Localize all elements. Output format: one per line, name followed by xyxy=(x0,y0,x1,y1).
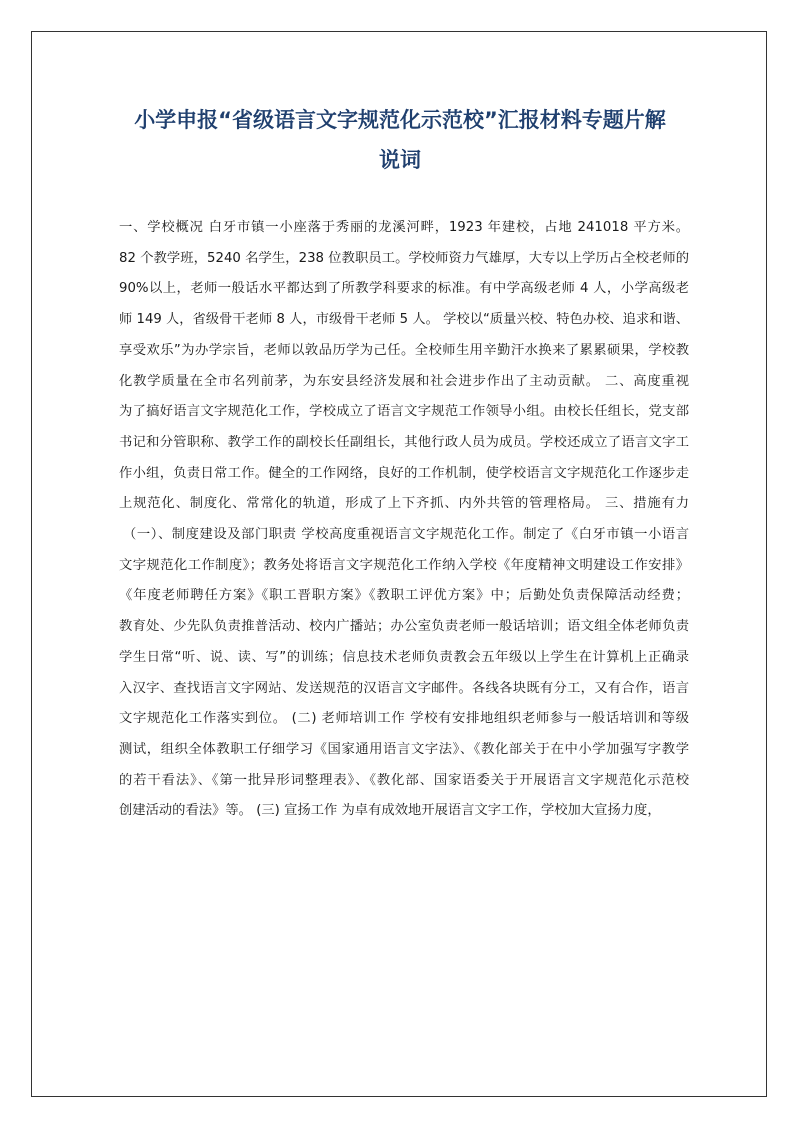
body-line: 的若干看法》、《第一批异形词整理表》、《教化部、国家语委关于开展语言文字规范化示范校 xyxy=(119,772,689,788)
body-line: 作小组，负责日常工作。健全的工作网络，良好的工作机制，使学校语言文字规范化工作逐步走 xyxy=(119,465,689,481)
body-line: 学生日常“听、说、读、写”的训练；信息技术老师负责教会五年级以上学生在计算机上正确录 xyxy=(119,649,689,665)
body-line: 入汉字、查找语言文字网站、发送规范的汉语言文字邮件。各线各块既有分工，又有合作，语言 xyxy=(119,680,689,696)
body-line: 文字规范化工作制度》；教务处将语言文字规范化工作纳入学校《年度精神文明建设工作安排》 xyxy=(119,557,689,573)
body-line: 教育处、少先队负责推普活动、校内广播站；办公室负责老师一般话培训；语文组全体老师负责 xyxy=(119,619,689,635)
body-line: （一）、制度建设及部门职责 学校高度重视语言文字规范化工作。制定了《白牙市镇一小语言 xyxy=(123,527,689,543)
body-line: 测试，组织全体教职工仔细学习《国家通用语言文字法》、《教化部关于在中小学加强写字教学 xyxy=(119,741,689,757)
title-line: 说词 xyxy=(379,148,421,172)
body-line: 82 个教学班，5240 名学生，238 位教职员工。学校师资力气雄厚，大专以上学历占全校老师的 xyxy=(119,250,689,266)
body-line: 师 149 人，省级骨干老师 8 人，市级骨干老师 5 人。 学校以“质量兴校、特色办校、追求和谐、 xyxy=(119,312,689,328)
body-line: 一、学校概况 白牙市镇一小座落于秀丽的龙溪河畔，1923 年建校，占地 241018 平方米。 xyxy=(119,220,689,235)
body-line: 享受欢乐”为办学宗旨，老师以敦品历学为己任。全校师生用辛勤汗水换来了累累硕果，学校教 xyxy=(119,342,689,358)
body-line: 《年度老师聘任方案》《职工晋职方案》《教职工评优方案》中；后勤处负责保障活动经费； xyxy=(119,588,689,604)
body-line: 化教学质量在全市名列前茅，为东安县经济发展和社会进步作出了主动贡献。 二、高度重视 xyxy=(119,373,689,389)
body-line: 文字规范化工作落实到位。 (二) 老师培训工作 学校有安排地组织老师参与一般话培训和等级 xyxy=(119,711,689,727)
body-line: 上规范化、制度化、常常化的轨道，形成了上下齐抓、内外共管的管理格局。 三、措施有力 xyxy=(119,496,689,512)
body-line: 90%以上，老师一般话水平都达到了所教学科要求的标准。有中学高级老师 4 人，小学高级老 xyxy=(119,281,689,297)
title-line: 小学申报“省级语言文字规范化示范校”汇报材料专题片解 xyxy=(134,108,666,132)
body-line: 为了搞好语言文字规范化工作，学校成立了语言文字规范工作领导小组。由校长任组长，党支部 xyxy=(119,404,689,420)
body-line: 创建活动的看法》等。 (三) 宣扬工作 为卓有成效地开展语言文字工作，学校加大宣扬力度， xyxy=(119,803,661,819)
document-title xyxy=(100,100,700,180)
body-line: 书记和分管职称、教学工作的副校长任副组长，其他行政人员为成员。学校还成立了语言文字工 xyxy=(119,434,689,450)
document-body xyxy=(119,213,689,827)
